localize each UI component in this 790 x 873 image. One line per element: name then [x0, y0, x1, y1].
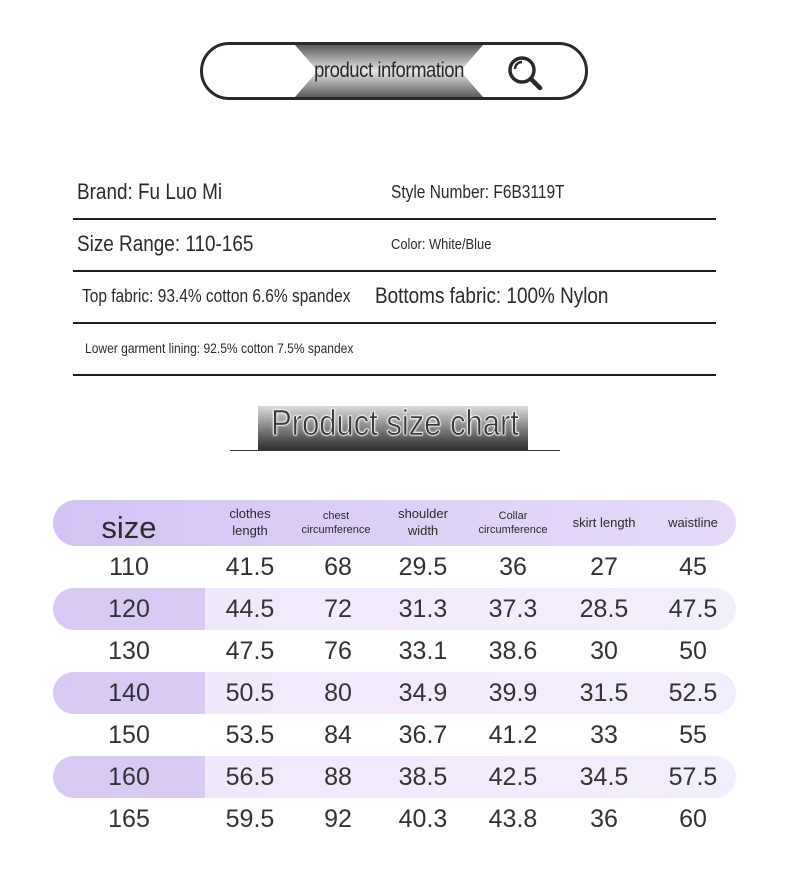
- skirt-length-cell: 30: [590, 636, 618, 665]
- lining-text: Lower garment lining: 92.5% cotton 7.5% spandex: [85, 340, 354, 356]
- clothes-length-cell: 50.5: [225, 678, 275, 707]
- waistline-cell: 55: [679, 720, 707, 749]
- clothes-length-cell: 44.5: [225, 594, 275, 623]
- skirt-length-cell: 33: [590, 720, 618, 749]
- info-row: [73, 324, 716, 376]
- waistline-cell: 45: [679, 552, 707, 581]
- size-table-body: [53, 546, 736, 840]
- size-chart-title: Product size chart: [271, 402, 519, 443]
- style-number-text: Style Number: F6B3119T: [391, 181, 565, 202]
- size-table: [53, 500, 736, 840]
- skirt-length-cell: 27: [590, 552, 618, 581]
- chest-cell: 92: [324, 804, 352, 833]
- header-waistline: waistline: [668, 514, 718, 530]
- info-row: [73, 220, 716, 272]
- shoulder-cell: 33.1: [398, 636, 448, 665]
- table-row: [53, 714, 736, 756]
- chest-cell: 84: [324, 720, 352, 749]
- table-row: [53, 798, 736, 840]
- skirt-length-cell: 36: [590, 804, 618, 833]
- header-chest-circumference: chest circumference: [301, 509, 371, 536]
- size-chart-heading: [230, 400, 560, 452]
- chest-cell: 88: [324, 762, 352, 791]
- header-title: product information: [314, 59, 464, 82]
- header-size: size: [101, 509, 157, 545]
- waistline-cell: 50: [679, 636, 707, 665]
- collar-cell: 41.2: [488, 720, 538, 749]
- info-row: [73, 272, 716, 324]
- size-cell: 120: [108, 594, 150, 623]
- search-icon: [506, 54, 544, 92]
- info-row: [73, 168, 716, 220]
- waistline-cell: 57.5: [668, 762, 718, 791]
- clothes-length-cell: 47.5: [225, 636, 275, 665]
- collar-cell: 38.6: [488, 636, 538, 665]
- clothes-length-cell: 53.5: [225, 720, 275, 749]
- product-info-table: [73, 168, 716, 376]
- size-cell: 110: [109, 552, 149, 581]
- shoulder-cell: 38.5: [398, 762, 448, 791]
- chest-cell: 68: [324, 552, 352, 581]
- shoulder-cell: 34.9: [398, 678, 448, 707]
- table-row: [53, 588, 736, 630]
- collar-cell: 43.8: [488, 804, 538, 833]
- brand-text: Brand: Fu Luo Mi: [77, 179, 223, 204]
- waistline-cell: 47.5: [668, 594, 718, 623]
- waistline-cell: 52.5: [668, 678, 718, 707]
- size-table-header: [53, 500, 736, 546]
- collar-cell: 42.5: [488, 762, 538, 791]
- shoulder-cell: 40.3: [398, 804, 448, 833]
- table-row: [53, 630, 736, 672]
- chest-cell: 72: [324, 594, 352, 623]
- header-skirt-length: skirt length: [572, 514, 636, 530]
- table-row: [53, 672, 736, 714]
- size-cell: 160: [108, 762, 150, 791]
- shoulder-cell: 36.7: [398, 720, 448, 749]
- size-cell: 130: [108, 636, 150, 665]
- collar-cell: 36: [499, 552, 527, 581]
- bottoms-fabric-text: Bottoms fabric: 100% Nylon: [375, 283, 609, 308]
- size-cell: 140: [108, 678, 150, 707]
- clothes-length-cell: 56.5: [225, 762, 275, 791]
- size-range-text: Size Range: 110-165: [77, 231, 254, 256]
- product-info-header: [200, 42, 588, 100]
- chest-cell: 76: [324, 636, 352, 665]
- waistline-cell: 60: [679, 804, 707, 833]
- size-cell: 150: [108, 720, 150, 749]
- top-fabric-text: Top fabric: 93.4% cotton 6.6% spandex: [82, 285, 351, 306]
- header-collar-circumference: Collar circumference: [478, 509, 548, 536]
- collar-cell: 39.9: [488, 678, 538, 707]
- clothes-length-cell: 59.5: [225, 804, 275, 833]
- table-row: [53, 756, 736, 798]
- color-text: Color: White/Blue: [391, 235, 492, 253]
- skirt-length-cell: 34.5: [579, 762, 629, 791]
- shoulder-cell: 31.3: [398, 594, 448, 623]
- table-row: [53, 546, 736, 588]
- clothes-length-cell: 41.5: [225, 552, 275, 581]
- skirt-length-cell: 31.5: [579, 678, 629, 707]
- size-cell: 165: [108, 804, 150, 833]
- size-chart-title-underline: [230, 450, 560, 451]
- header-clothes-length: clothes length: [229, 506, 271, 538]
- collar-cell: 37.3: [488, 594, 538, 623]
- chest-cell: 80: [324, 678, 352, 707]
- header-shoulder-width: shoulder width: [398, 506, 448, 538]
- skirt-length-cell: 28.5: [579, 594, 629, 623]
- shoulder-cell: 29.5: [398, 552, 448, 581]
